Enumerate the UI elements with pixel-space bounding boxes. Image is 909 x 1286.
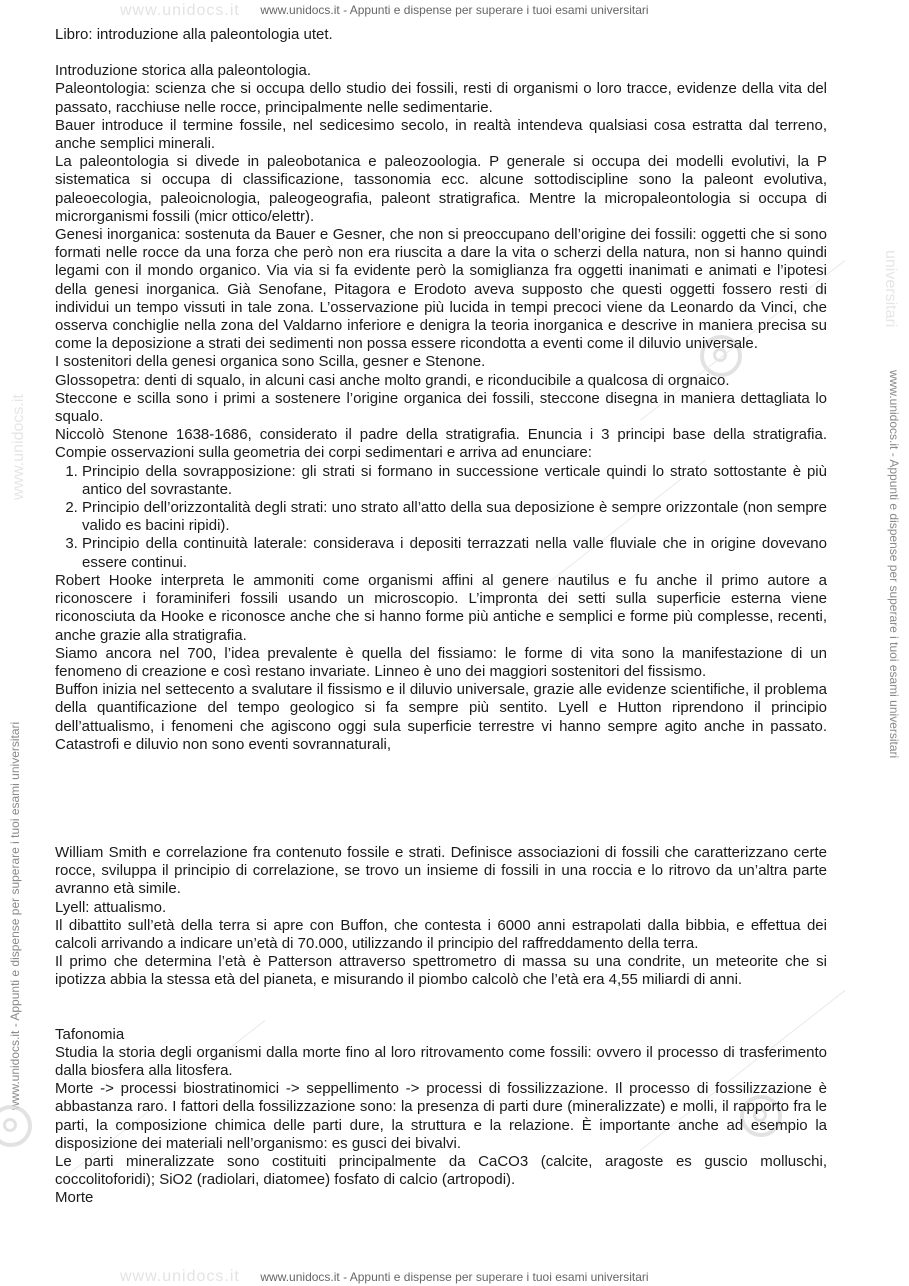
watermark-side-left-ghost: www.unidocs.it — [10, 394, 27, 500]
paragraph: Robert Hooke interpreta le ammoniti come organismi affini al genere nautilus e fu anche il primo autore a riconoscere i foraminiferi fossili usando un microscopio. L’impronta dei setti sulla superficie esterna viene riconosciuta da Hooke e riconosce anche che si hanno forme più antiche e semplici e forme più complesse, recenti, anche grazie alla stratigrafia. — [55, 571, 827, 644]
list-item: 2. Principio dell’orizzontalità degli strati: uno strato all’atto della sua deposizione è sempre orizzontale (non sempre valido es bacini ripidi). — [82, 499, 827, 535]
watermark-footer: www.unidocs.it - Appunti e dispense per superare i tuoi esami universitari — [260, 1270, 649, 1284]
section-title: Tafonomia — [55, 1025, 125, 1043]
watermark-side-right: www.unidocs.it - Appunti e dispense per superare i tuoi esami universitari — [887, 370, 901, 759]
paragraph: Niccolò Stenone 1638-1686, considerato il padre della stratigrafia. Enuncia i 3 principi base della stratigrafia. Compie osservazioni sulla geometria dei corpi sedimentari e arriva ad enunciare: — [55, 426, 827, 462]
list-item: 1. Principio della sovrapposizione: gli strati si formano in successione verticale quindi lo strato sottostante è più antico del sovrastante. — [82, 463, 827, 499]
paragraph: Studia la storia degli organismi dalla morte fino al loro ritrovamento come fossili: ovvero il processo di trasferimento dalla biosfera alla litosfera. — [55, 1043, 827, 1079]
watermark-ghost-top: www.unidocs.it — [120, 2, 240, 19]
section-title: Introduzione storica alla paleontologia. — [55, 62, 312, 80]
paragraph: Morte -> processi biostratinomici -> seppellimento -> processi di fossilizzazione. Il processo di fossilizzazione è abbastanza raro. I fattori della fossilizzazione sono: la presenza di parti dure (mineralizzate) e molli, il rapporto fra le parti, la composizione chimica delle parti dure, la struttura e la relazione. È importante anche ad esempio la disposizione dei materiali nell’organismo: es gusci dei bivalvi. — [55, 1080, 827, 1152]
unidocs-logo-icon — [0, 1105, 32, 1147]
principles-list — [55, 463, 827, 572]
paragraph: Il primo che determina l’età è Patterson attraverso spettrometro di massa su una condrite, un meteorite che si ipotizza abbia la stessa età del pianeta, e misurando il piombo calcolò che l’età era 4,55 miliardi di anni. — [55, 953, 827, 989]
paragraph: Buffon inizia nel settecento a svalutare il fissismo e il diluvio universale, grazie alle evidenze scientifiche, il problema della quantificazione del tempo geologico si fa sempre più sentito. Lyell e Hutton riprendono il principio dell’attualismo, i fenomeni che agiscono oggi sula superficie terrestre vi hanno sempre agito anche in passato. Catastrofi e diluvio non sono eventi sovrannaturali, — [55, 681, 827, 753]
watermark-header: www.unidocs.it - Appunti e dispense per superare i tuoi esami universitari — [260, 3, 649, 17]
watermark-side-left: www.unidocs.it - Appunti e dispense per superare i tuoi esami universitari — [8, 721, 22, 1110]
watermark-ghost-bottom: www.unidocs.it — [120, 1268, 240, 1285]
paragraph: Il dibattito sull’età della terra si apre con Buffon, che contesta i 6000 anni estrapolati dalla bibbia, e effettua dei calcoli arrivando a indicare un’età di 70.000, utilizzando il principio del raffreddamento della terra. — [55, 916, 827, 952]
paragraph: Glossopetra: denti di squalo, in alcuni casi anche molto grandi, e riconducibile a qualcosa di orgnaico. — [55, 371, 730, 389]
paragraph: William Smith e correlazione fra contenuto fossile e strati. Definisce associazioni di fossili che caratterizzano certe rocce, sviluppa il principio di correlazione, se trovo un insieme di fossili in una roccia e lo ritrovo da un’altra parte avranno età simile. — [55, 843, 827, 898]
paragraph: La paleontologia si divede in paleobotanica e paleozoologia. P generale si occupa dei modelli evolutivi, la P sistematica si occupa di classificazione, tassonomia ecc. alcune sottodiscipline sono la paleont evolutiva, paleoecologia, paleoicnologia, paleogeografia, paleont stratigrafica. Mentre la micropaleontologia si occupa di microrganismi fossili (micr ottico/elettr). — [55, 153, 827, 225]
paragraph: Steccone e scilla sono i primi a sostenere l’origine organica dei fossili, steccone disegna in maniera dettagliata lo squalo. — [55, 389, 827, 426]
paragraph: Le parti mineralizzate sono costituiti principalmente da CaCO3 (calcite, aragoste es guscio molluschi, coccolitoforidi); SiO2 (radiolari, diatomee) fosfato di calcio (artropodi). — [55, 1152, 827, 1189]
paragraph: Lyell: attualismo. — [55, 898, 167, 916]
list-item: 3. Principio della continuità laterale: considerava i depositi terrazzati nella valle fluviale che in origine dovevano essere continui. — [82, 535, 827, 571]
book-reference: Libro: introduzione alla paleontologia utet. — [55, 26, 333, 43]
paragraph: I sostenitori della genesi organica sono Scilla, gesner e Stenone. — [55, 353, 486, 371]
paragraph: Paleontologia: scienza che si occupa dello studio dei fossili, resti di organismi o loro tracce, evidenze della vita del passato, racchiuse nelle rocce, principalmente nelle sedimentarie. — [55, 80, 827, 116]
paragraph: Siamo ancora nel 700, l’idea prevalente è quella del fissiamo: le forme di vita sono la manifestazione di un fenomeno di creazione e così restano invariate. Linneo è uno dei maggiori sostenitori del fissismo. — [55, 644, 827, 680]
paragraph: Genesi inorganica: sostenuta da Bauer e Gesner, che non si preoccupano dell’origine dei fossili: oggetti che si sono formati nelle rocce da una forza che però non era riuscita a dare la vita o scherzi della natura, non si hanno quindi legami con il mondo organico. Via via si fa evidente però la somiglianza fra oggetti inanimati e animati e l’ipotesi della genesi inorganica. Già Senofane, Pitagora e Erodoto aveva supposto che questi oggetti fossero resti di individui un tempo vissuti in tale zona. L’osservazione più lucida in tempi precoci viene da Leonardo da Vinci, che osserva conchiglie nella zona del Valdarno inferiore e denigra la teoria inorganica e descrive in maniera precisa su come la deposizione a strati dei sedimenti non possa essere ricondotta a eventi come il diluvio universale. — [55, 226, 827, 353]
watermark-side-right-ghost: universitari — [882, 250, 899, 328]
paragraph: Morte — [55, 1189, 94, 1207]
paragraph: Bauer introduce il termine fossile, nel sedicesimo secolo, in realtà intendeva qualsiasi cosa estratta dal terreno, anche semplici minerali. — [55, 116, 827, 153]
document-body — [55, 26, 827, 1208]
